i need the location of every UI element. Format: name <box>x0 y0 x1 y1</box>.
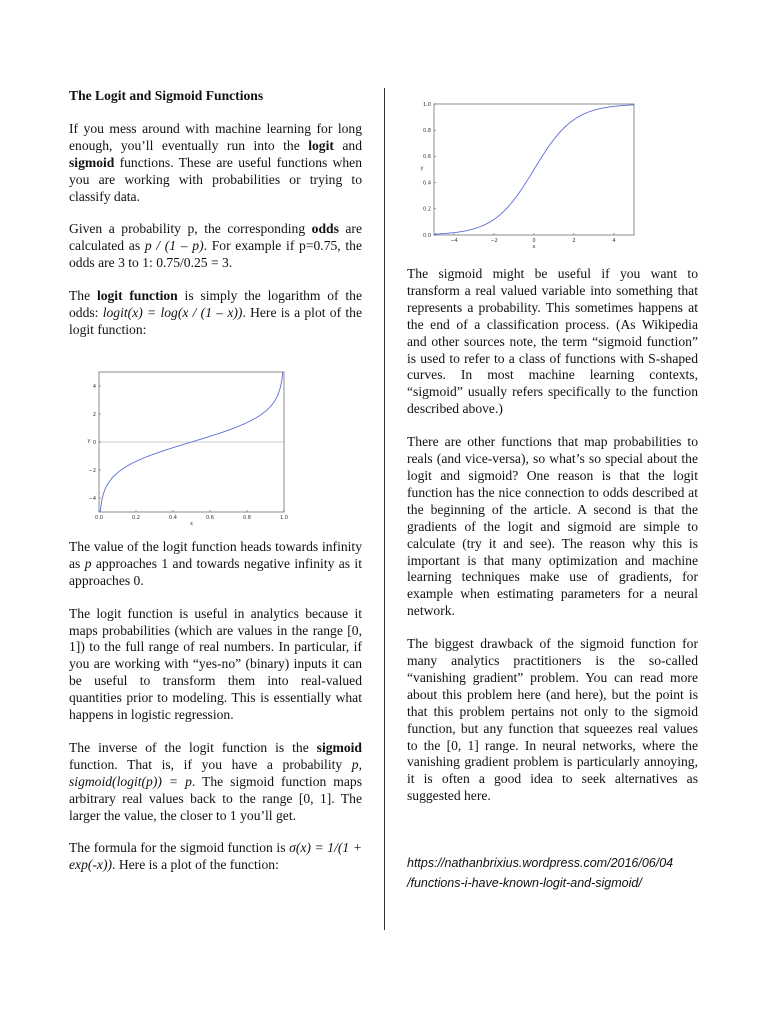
x-tick-label: 0.8 <box>243 515 251 521</box>
y-tick-label: 0 <box>92 439 96 446</box>
y-tick-label: 2 <box>92 411 96 418</box>
y-tick-label: −4 <box>88 495 96 502</box>
x-tick-label: 0.0 <box>95 515 103 521</box>
paragraph-intro: If you mess around with machine learning for long enough, you’ll eventually run into the logit and sigmoid functions. These are useful functions when you are working with probabilities or trying to classify data. <box>69 120 362 204</box>
paragraph-logit-definition: The logit function is simply the logarithm of the odds: logit(x) = log(x / (1 – x)). Here is a plot of the logit function: <box>69 288 362 337</box>
y-tick-label: 1.0 <box>423 101 431 108</box>
x-tick-label: −2 <box>490 238 498 244</box>
y-tick-label: 0.0 <box>423 232 431 239</box>
x-tick-label: 2 <box>572 238 576 244</box>
x-tick-label: 0.2 <box>132 515 140 521</box>
paragraph-odds: Given a probability p, the corresponding odds are calculated as p / (1 – p). For example if p=0.75, the odds are 3 to 1: 0.75/0.25 = 3. <box>69 221 362 271</box>
x-axis-label: x <box>190 521 193 527</box>
y-axis-label: y <box>420 165 424 172</box>
source-url-line-2[interactable]: /functions-i-have-known-logit-and-sigmoid/ <box>407 876 642 890</box>
paragraph-logit-limits: The value of the logit function heads towards infinity as p approaches 1 and towards negative infinity as it approaches 0. <box>69 538 362 588</box>
source-url-line-1[interactable]: https://nathanbrixius.wordpress.com/2016/06/04 <box>407 856 674 870</box>
y-tick-label: 0.4 <box>423 180 431 187</box>
y-tick-label: 4 <box>92 383 96 390</box>
series-line <box>434 105 634 234</box>
paragraph-sigmoid-formula: The formula for the sigmoid function is σ(x) = 1/(1 + exp(-x)). Here is a plot of the function: <box>69 840 362 873</box>
column-divider <box>384 88 385 930</box>
x-tick-label: −4 <box>450 238 458 244</box>
paragraph-sigmoid-use: The sigmoid might be useful if you want to transform a real valued variable into something that represents a probability. This sometimes happens at the end of a classification process. (As Wikipedia and other sources note, the term “sigmoid function” is used to refer to a class of functions with S-shaped curves. In most machine learning contexts, “sigmoid” usually refers specifically to the function described above.) <box>407 266 698 417</box>
y-tick-label: 0.2 <box>423 206 431 213</box>
sigmoid-chart <box>412 92 642 252</box>
paragraph-vanishing-gradient: The biggest drawback of the sigmoid function for many analytics practitioners is the so-called “vanishing gradient” problem. You can read more about this problem here (and here), but the point is that this problem pertains not only to the sigmoid function, but any function that squeezes real values to the [0, 1] range. In neural networks, where the vanishing gradient problem is particularly annoying, it is often a good idea to seek alternatives as suggested here. <box>407 636 698 804</box>
x-tick-label: 0 <box>532 238 536 244</box>
paragraph-sigmoid-inverse: The inverse of the logit function is the sigmoid function. That is, if you have a probability p, sigmoid(logit(p)) = p. The sigmoid function maps arbitrary real values back to the range [0, 1]. The larger the value, the closer to 1 you’ll get. <box>69 739 362 823</box>
y-tick-label: 0.8 <box>423 128 431 134</box>
article-title: The Logit and Sigmoid Functions <box>69 88 264 103</box>
right-column <box>407 266 698 821</box>
y-tick-label: 0.6 <box>423 154 431 161</box>
y-tick-label: −2 <box>88 467 96 474</box>
y-axis-label: y <box>87 438 91 444</box>
logit-chart <box>72 362 302 532</box>
logit-chart-svg <box>72 362 302 532</box>
paragraph-logit-usefulness: The logit function is useful in analytics because it maps probabilities (which are values in the range [0, 1]) to the full range of real numbers. In particular, if you are working with “yes-no” (binary) inputs it can be useful to transform them into real-valued quantities prior to modeling. This is essentially what happens in logistic regression. <box>69 605 362 723</box>
source-url[interactable] <box>407 853 707 893</box>
x-tick-label: 4 <box>612 238 616 244</box>
x-tick-label: 0.6 <box>206 515 214 521</box>
sigmoid-chart-svg <box>412 92 642 252</box>
x-tick-label: 0.4 <box>169 515 177 521</box>
x-axis-label: x <box>532 244 536 250</box>
paragraph-why-special: There are other functions that map probabilities to reals (and vice-versa), so what’s so special about the logit and sigmoid? One reason is that the logit function has the nice connection to odds described at the beginning of the article. A second is that the gradients of the logit and sigmoid are simple to calculate (try it and see). The reason why this is important is that many optimization and machine learning techniques make use of gradients, for example when estimating parameters for a neural network. <box>407 434 698 619</box>
x-tick-label: 1.0 <box>280 515 288 521</box>
